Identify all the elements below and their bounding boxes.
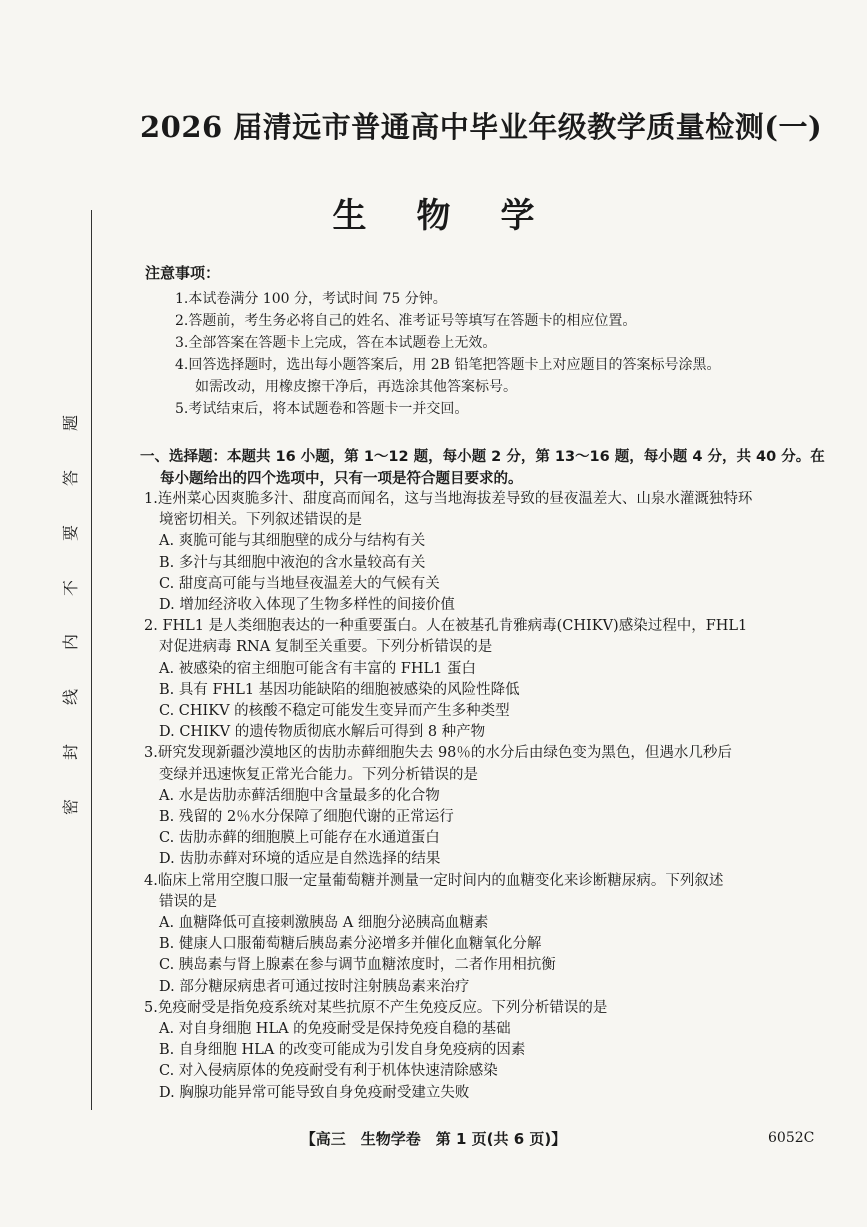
option-c: C. 齿肋赤藓的细胞膜上可能存在水通道蛋白: [159, 830, 440, 847]
question-stem: 3.研究发现新疆沙漠地区的齿肋赤藓细胞失去 98％的水分后由绿色变为黑色，但遇水几秒后: [144, 745, 732, 762]
section-heading-line: 一、选择题：本题共 16 小题，第 1～12 题，每小题 2 分，第 13～16 题，每小题 4 分，共 40 分。在: [140, 449, 825, 465]
seal-char: 密: [60, 798, 80, 815]
option-c: C. 甜度高可能与当地昼夜温差大的气候有关: [159, 575, 440, 592]
option-a: A. 对自身细胞 HLA 的免疫耐受是保持免疫自稳的基础: [159, 1021, 511, 1038]
option-b: B. 残留的 2％水分保障了细胞代谢的正常运行: [159, 809, 454, 826]
question-stem-continued: 对促进病毒 RNA 复制至关重要。下列分析错误的是: [159, 639, 493, 656]
note-item: 3.全部答案在答题卡上完成，答在本试题卷上无效。: [175, 335, 497, 351]
option-d: D. 齿肋赤藓对环境的适应是自然选择的结果: [159, 851, 441, 868]
option-d: D. CHIKV 的遗传物质彻底水解后可得到 8 种产物: [159, 724, 486, 741]
option-c: C. 胰岛素与肾上腺素在参与调节血糖浓度时，二者作用相抗衡: [159, 957, 556, 974]
option-d: D. 增加经济收入体现了生物多样性的间接价值: [159, 597, 455, 614]
notes-heading: 注意事项：: [145, 264, 221, 282]
note-item: 4.回答选择题时，选出每小题答案后，用 2B 铅笔把答题卡上对应题目的答案标号涂黑。: [175, 357, 721, 373]
question-5: [144, 998, 834, 1104]
option-a: A. 水是齿肋赤藓活细胞中含量最多的化合物: [159, 787, 440, 804]
option-d: D. 部分糖尿病患者可通过按时注射胰岛素来治疗: [159, 978, 470, 995]
notes-list: [175, 288, 830, 420]
exam-title: 2026 届清远市普通高中毕业年级教学质量检测(一): [140, 110, 823, 144]
option-d: D. 胸腺功能异常可能导致自身免疫耐受建立失败: [159, 1084, 470, 1101]
question-stem-continued: 错误的是: [159, 893, 217, 910]
note-item: 2.答题前，考生务必将自己的姓名、准考证号等填写在答题卡的相应位置。: [175, 313, 637, 329]
seal-char: 题: [60, 414, 80, 432]
option-a: A. 爽脆可能与其细胞壁的成分与结构有关: [159, 533, 426, 550]
seal-char: 不: [60, 579, 80, 596]
option-c: C. CHIKV 的核酸不稳定可能发生变异而产生多种类型: [159, 703, 510, 720]
binding-line: [91, 210, 92, 1110]
option-c: C. 对入侵病原体的免疫耐受有利于机体快速清除感染: [159, 1063, 498, 1080]
question-list: [144, 489, 834, 1104]
seal-line-text: [58, 415, 84, 815]
seal-char: 内: [60, 634, 80, 651]
question-3: [144, 743, 834, 870]
option-a: A. 血糖降低可直接刺激胰岛 A 细胞分泌胰高血糖素: [159, 915, 489, 932]
note-item-continued: 如需改动，用橡皮擦干净后，再选涂其他答案标号。: [195, 379, 517, 395]
option-b: B. 自身细胞 HLA 的改变可能成为引发自身免疫病的因素: [159, 1042, 526, 1059]
option-b: B. 多汁与其细胞中液泡的含水量较高有关: [159, 554, 426, 571]
seal-char: 线: [60, 689, 80, 706]
seal-char: 要: [60, 524, 80, 541]
note-item: 1.本试卷满分 100 分，考试时间 75 分钟。: [175, 291, 447, 307]
paper-code: 6052C: [768, 1130, 815, 1146]
option-b: B. 具有 FHL1 基因功能缺陷的细胞被感染的风险性降低: [159, 681, 520, 698]
section-heading: [140, 446, 830, 490]
option-b: B. 健康人口服葡萄糖后胰岛素分泌增多并催化血糖氧化分解: [159, 936, 542, 953]
subject-title: 生物学: [332, 196, 585, 236]
question-stem: 5.免疫耐受是指免疫系统对某些抗原不产生免疫反应。下列分析错误的是: [144, 999, 608, 1016]
question-stem-continued: 变绿并迅速恢复正常光合能力。下列分析错误的是: [159, 766, 478, 783]
question-stem: 1.连州菜心因爽脆多汁、甜度高而闻名，这与当地海拔差导致的昼夜温差大、山泉水灌溉独特环: [144, 491, 753, 507]
question-stem: 2. FHL1 是人类细胞表达的一种重要蛋白。人在被基孔肯雅病毒(CHIKV)感染过程中，FHL1: [144, 618, 748, 635]
page-footer: 【高三 生物学卷 第 1 页(共 6 页)】: [300, 1130, 567, 1148]
seal-char: 封: [60, 744, 80, 761]
note-item: 5.考试结束后，将本试题卷和答题卡一并交回。: [175, 401, 469, 417]
option-a: A. 被感染的宿主细胞可能含有丰富的 FHL1 蛋白: [159, 660, 476, 677]
question-1: [144, 489, 834, 616]
question-stem-continued: 境密切相关。下列叙述错误的是: [159, 512, 362, 529]
question-4: [144, 871, 834, 998]
question-2: [144, 616, 834, 743]
seal-char: 答: [60, 469, 80, 486]
question-stem: 4.临床上常用空腹口服一定量葡萄糖并测量一定时间内的血糖变化来诊断糖尿病。下列叙述: [144, 872, 724, 889]
section-heading-line: 每小题给出的四个选项中，只有一项是符合题目要求的。: [160, 471, 523, 487]
